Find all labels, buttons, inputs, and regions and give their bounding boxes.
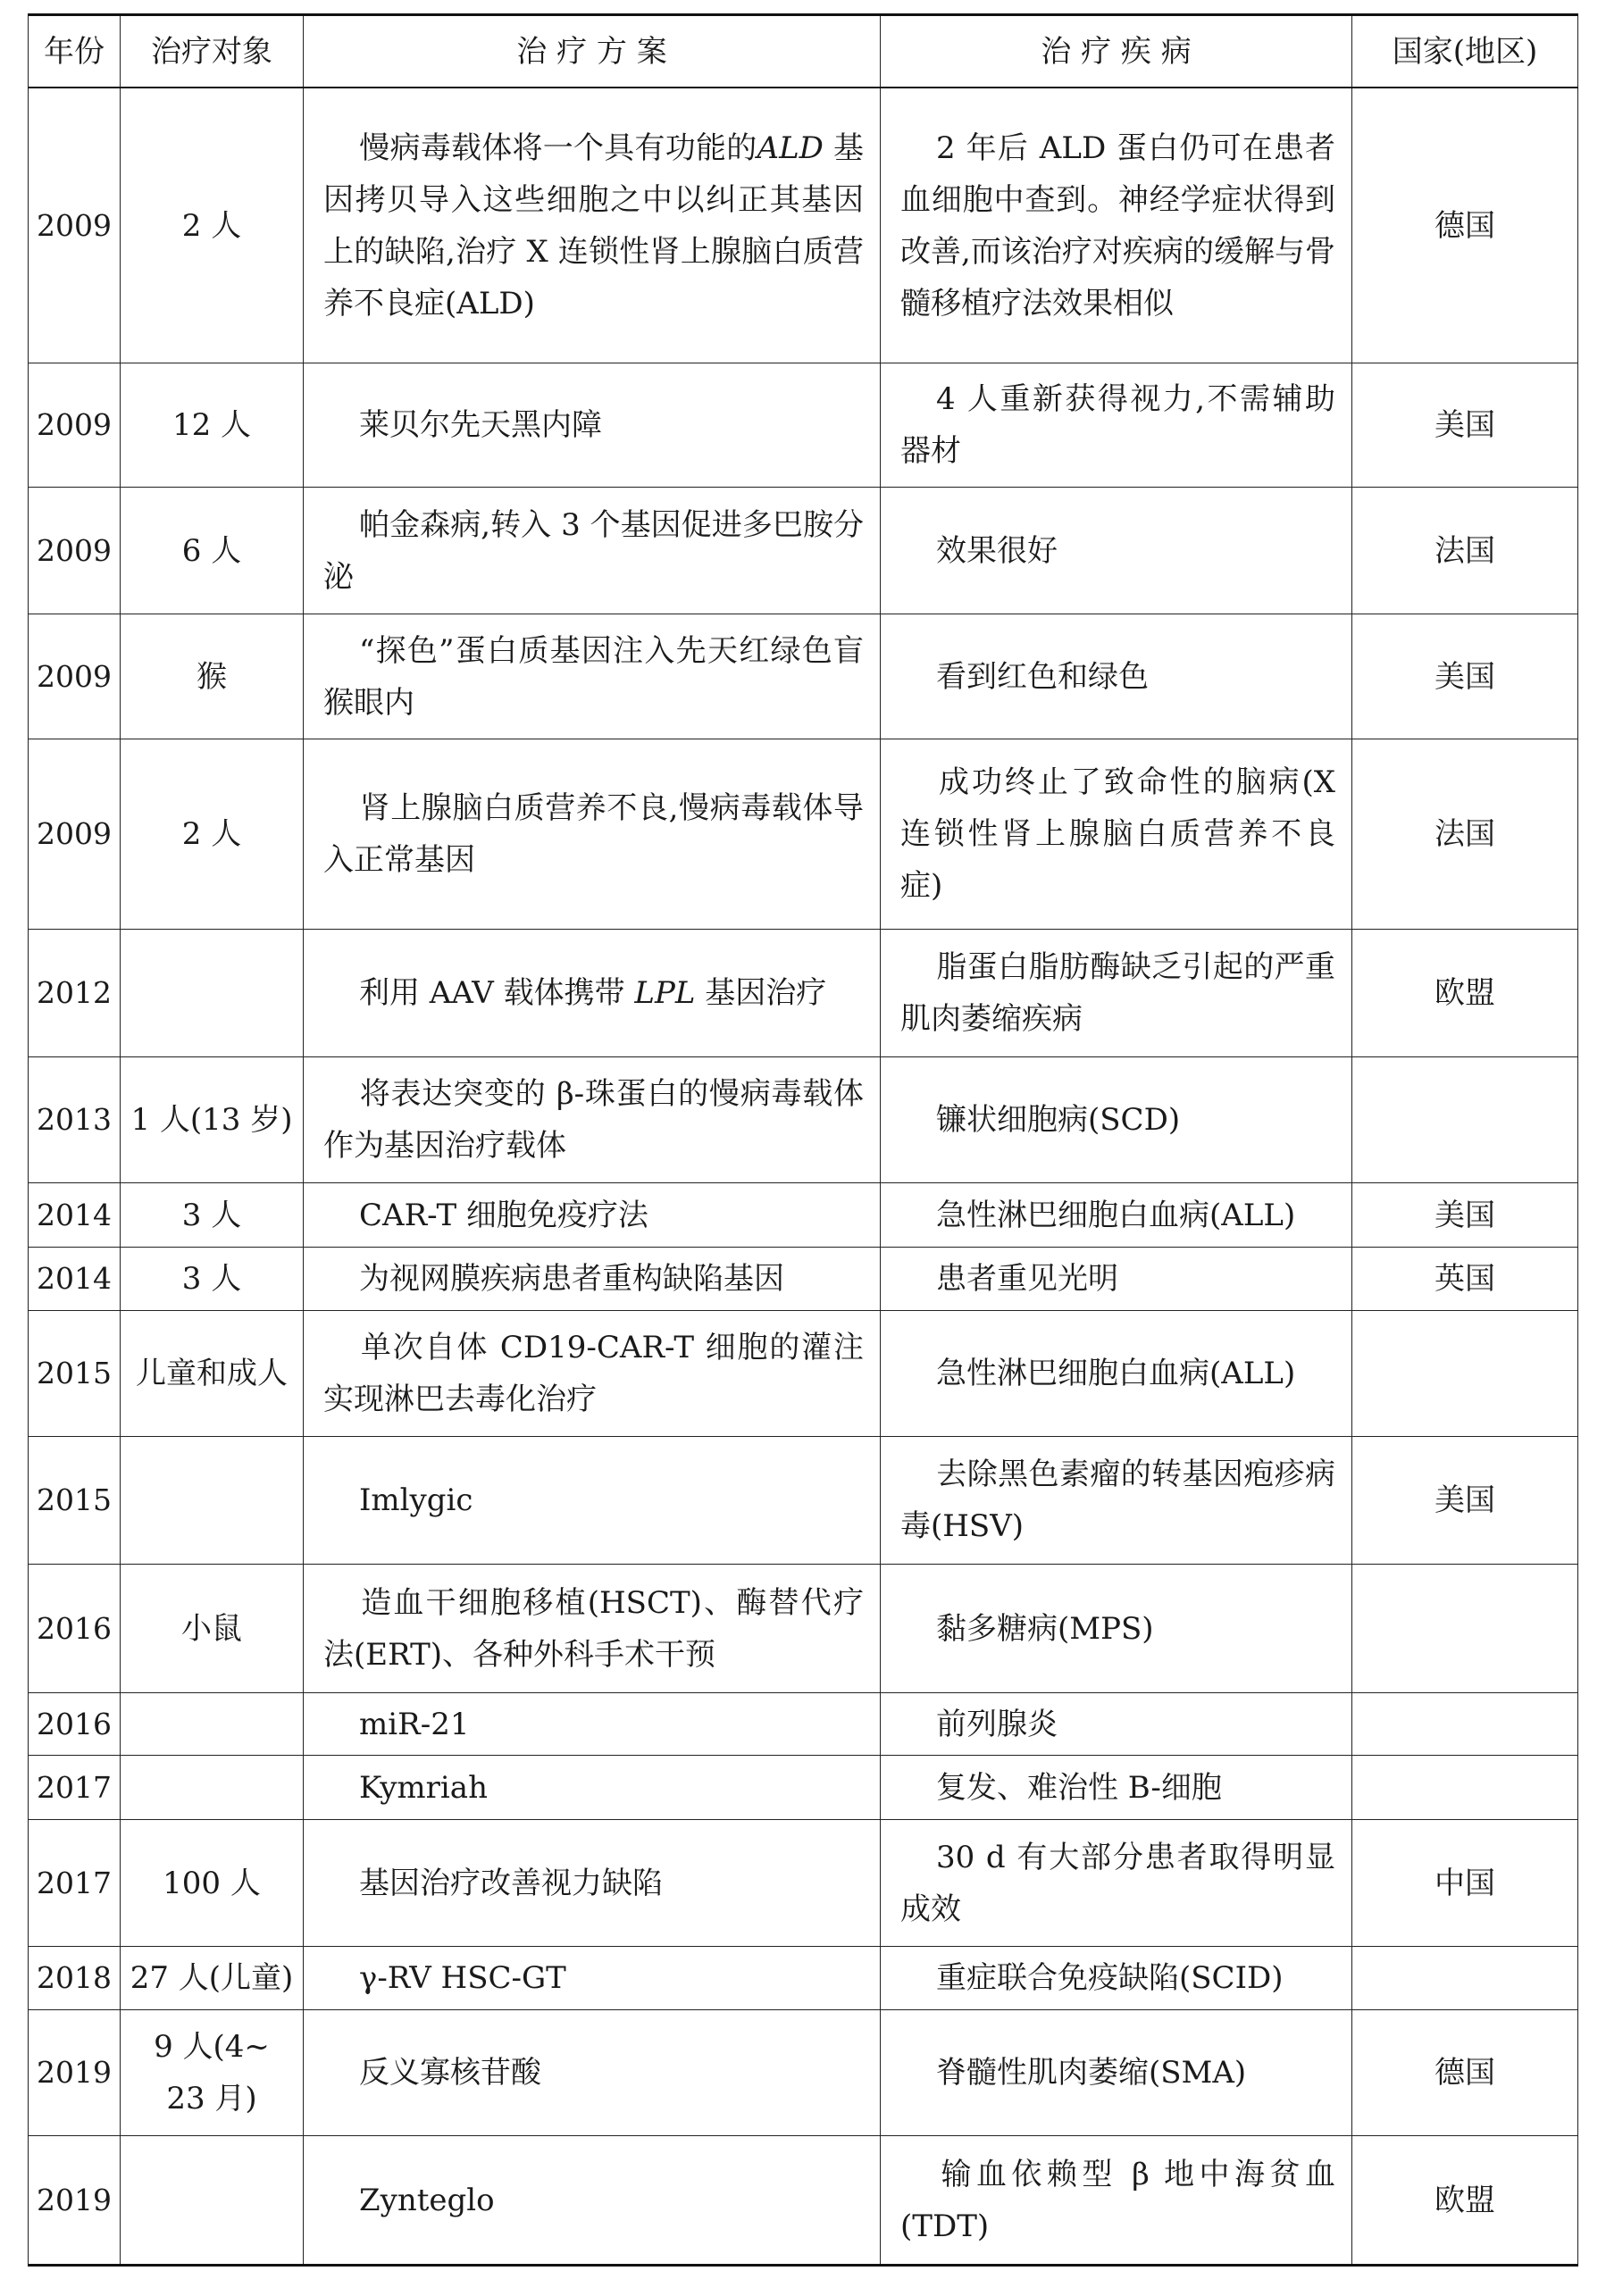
subject-cell (121, 2136, 304, 2266)
subject-cell: 12 人 (121, 363, 304, 488)
table-row (29, 1437, 1578, 1565)
country-cell: 美国 (1352, 614, 1578, 739)
year-cell: 2019 (29, 2136, 121, 2266)
country-cell: 中国 (1352, 1820, 1578, 1947)
year-cell: 2009 (29, 739, 121, 930)
year-cell: 2016 (29, 1565, 121, 1693)
country-cell: 英国 (1352, 1248, 1578, 1311)
plan-cell: 莱贝尔先天黑内障 (304, 363, 881, 488)
country-cell (1352, 1756, 1578, 1820)
country-cell: 德国 (1352, 2010, 1578, 2136)
year-cell: 2014 (29, 1248, 121, 1311)
disease-cell: 输血依赖型 β 地中海贫血(TDT) (881, 2136, 1352, 2266)
subject-cell: 1 人(13 岁) (121, 1057, 304, 1183)
disease-cell: 急性淋巴细胞白血病(ALL) (881, 1311, 1352, 1437)
year-cell: 2009 (29, 88, 121, 363)
disease-cell: 前列腺炎 (881, 1693, 1352, 1756)
country-cell: 法国 (1352, 488, 1578, 614)
subject-cell: 2 人 (121, 739, 304, 930)
table-row (29, 363, 1578, 488)
table-row (29, 1693, 1578, 1756)
table-row (29, 930, 1578, 1057)
plan-cell: “探色”蛋白质基因注入先天红绿色盲猴眼内 (304, 614, 881, 739)
table-row (29, 1311, 1578, 1437)
table-row (29, 614, 1578, 739)
plan-cell: γ-RV HSC-GT (304, 1947, 881, 2010)
disease-cell: 脊髓性肌肉萎缩(SMA) (881, 2010, 1352, 2136)
year-cell: 2009 (29, 363, 121, 488)
year-cell: 2013 (29, 1057, 121, 1183)
header-year: 年份 (29, 15, 121, 88)
plan-cell: 基因治疗改善视力缺陷 (304, 1820, 881, 1947)
country-cell (1352, 1057, 1578, 1183)
table-row (29, 1756, 1578, 1820)
plan-cell: miR-21 (304, 1693, 881, 1756)
plan-cell: 慢病毒载体将一个具有功能的ALD 基因拷贝导入这些细胞之中以纠正其基因上的缺陷,治疗 X 连锁性肾上腺脑白质营养不良症(ALD) (304, 88, 881, 363)
disease-cell: 重症联合免疫缺陷(SCID) (881, 1947, 1352, 2010)
disease-cell: 30 d 有大部分患者取得明显成效 (881, 1820, 1352, 1947)
disease-cell: 复发、难治性 B-细胞 (881, 1756, 1352, 1820)
table-row (29, 1057, 1578, 1183)
table-row (29, 739, 1578, 930)
disease-cell: 成功终止了致命性的脑病(X 连锁性肾上腺脑白质营养不良症) (881, 739, 1352, 930)
plan-cell: 将表达突变的 β-珠蛋白的慢病毒载体作为基因治疗载体 (304, 1057, 881, 1183)
table-row (29, 2136, 1578, 2266)
table-row (29, 1565, 1578, 1693)
subject-cell: 100 人 (121, 1820, 304, 1947)
year-cell: 2014 (29, 1183, 121, 1248)
year-cell: 2015 (29, 1437, 121, 1565)
disease-cell: 脂蛋白脂肪酶缺乏引起的严重肌肉萎缩疾病 (881, 930, 1352, 1057)
plan-cell: 帕金森病,转入 3 个基因促进多巴胺分泌 (304, 488, 881, 614)
country-cell (1352, 1693, 1578, 1756)
country-cell: 欧盟 (1352, 930, 1578, 1057)
gene-therapy-table (28, 13, 1578, 2267)
table-row (29, 1248, 1578, 1311)
table-row (29, 88, 1578, 363)
subject-cell: 6 人 (121, 488, 304, 614)
disease-cell: 去除黑色素瘤的转基因疱疹病毒(HSV) (881, 1437, 1352, 1565)
country-cell: 欧盟 (1352, 2136, 1578, 2266)
disease-cell: 效果很好 (881, 488, 1352, 614)
plan-cell: 为视网膜疾病患者重构缺陷基因 (304, 1248, 881, 1311)
country-cell (1352, 1947, 1578, 2010)
country-cell: 美国 (1352, 1437, 1578, 1565)
year-cell: 2016 (29, 1693, 121, 1756)
disease-cell: 看到红色和绿色 (881, 614, 1352, 739)
header-country: 国家(地区) (1352, 15, 1578, 88)
disease-cell: 黏多糖病(MPS) (881, 1565, 1352, 1693)
subject-cell: 猴 (121, 614, 304, 739)
year-cell: 2012 (29, 930, 121, 1057)
plan-cell: Kymriah (304, 1756, 881, 1820)
plan-cell: 反义寡核苷酸 (304, 2010, 881, 2136)
disease-cell: 镰状细胞病(SCD) (881, 1057, 1352, 1183)
table-row (29, 2010, 1578, 2136)
country-cell: 美国 (1352, 363, 1578, 488)
subject-cell: 3 人 (121, 1183, 304, 1248)
subject-cell (121, 930, 304, 1057)
plan-cell: Zynteglo (304, 2136, 881, 2266)
plan-cell: 肾上腺脑白质营养不良,慢病毒载体导入正常基因 (304, 739, 881, 930)
plan-cell: CAR-T 细胞免疫疗法 (304, 1183, 881, 1248)
plan-cell: 利用 AAV 载体携带 LPL 基因治疗 (304, 930, 881, 1057)
table-row (29, 1183, 1578, 1248)
plan-cell: 造血干细胞移植(HSCT)、酶替代疗法(ERT)、各种外科手术干预 (304, 1565, 881, 1693)
country-cell: 法国 (1352, 739, 1578, 930)
gene-name: ALD (757, 129, 824, 166)
table-row (29, 488, 1578, 614)
disease-cell: 4 人重新获得视力,不需辅助器材 (881, 363, 1352, 488)
country-cell: 德国 (1352, 88, 1578, 363)
subject-cell: 儿童和成人 (121, 1311, 304, 1437)
disease-cell: 2 年后 ALD 蛋白仍可在患者血细胞中查到。神经学症状得到改善,而该治疗对疾病的缓解与骨髓移植疗法效果相似 (881, 88, 1352, 363)
subject-cell (121, 1693, 304, 1756)
header-plan: 治 疗 方 案 (304, 15, 881, 88)
subject-cell (121, 1756, 304, 1820)
country-cell (1352, 1311, 1578, 1437)
disease-cell: 急性淋巴细胞白血病(ALL) (881, 1183, 1352, 1248)
subject-cell (121, 1437, 304, 1565)
disease-cell: 患者重见光明 (881, 1248, 1352, 1311)
subject-cell: 3 人 (121, 1248, 304, 1311)
plan-cell: 单次自体 CD19-CAR-T 细胞的灌注实现淋巴去毒化治疗 (304, 1311, 881, 1437)
subject-cell: 2 人 (121, 88, 304, 363)
subject-cell: 9 人(4~ 23 月) (121, 2010, 304, 2136)
country-cell: 美国 (1352, 1183, 1578, 1248)
plan-cell: Imlygic (304, 1437, 881, 1565)
subject-cell: 小鼠 (121, 1565, 304, 1693)
year-cell: 2017 (29, 1820, 121, 1947)
table-row (29, 1947, 1578, 2010)
year-cell: 2017 (29, 1756, 121, 1820)
subject-cell: 27 人(儿童) (121, 1947, 304, 2010)
header-row (29, 15, 1578, 88)
header-disease: 治 疗 疾 病 (881, 15, 1352, 88)
gene-name: LPL (634, 975, 696, 1011)
year-cell: 2019 (29, 2010, 121, 2136)
country-cell (1352, 1565, 1578, 1693)
year-cell: 2018 (29, 1947, 121, 2010)
year-cell: 2015 (29, 1311, 121, 1437)
table-row (29, 1820, 1578, 1947)
header-subject: 治疗对象 (121, 15, 304, 88)
year-cell: 2009 (29, 614, 121, 739)
year-cell: 2009 (29, 488, 121, 614)
